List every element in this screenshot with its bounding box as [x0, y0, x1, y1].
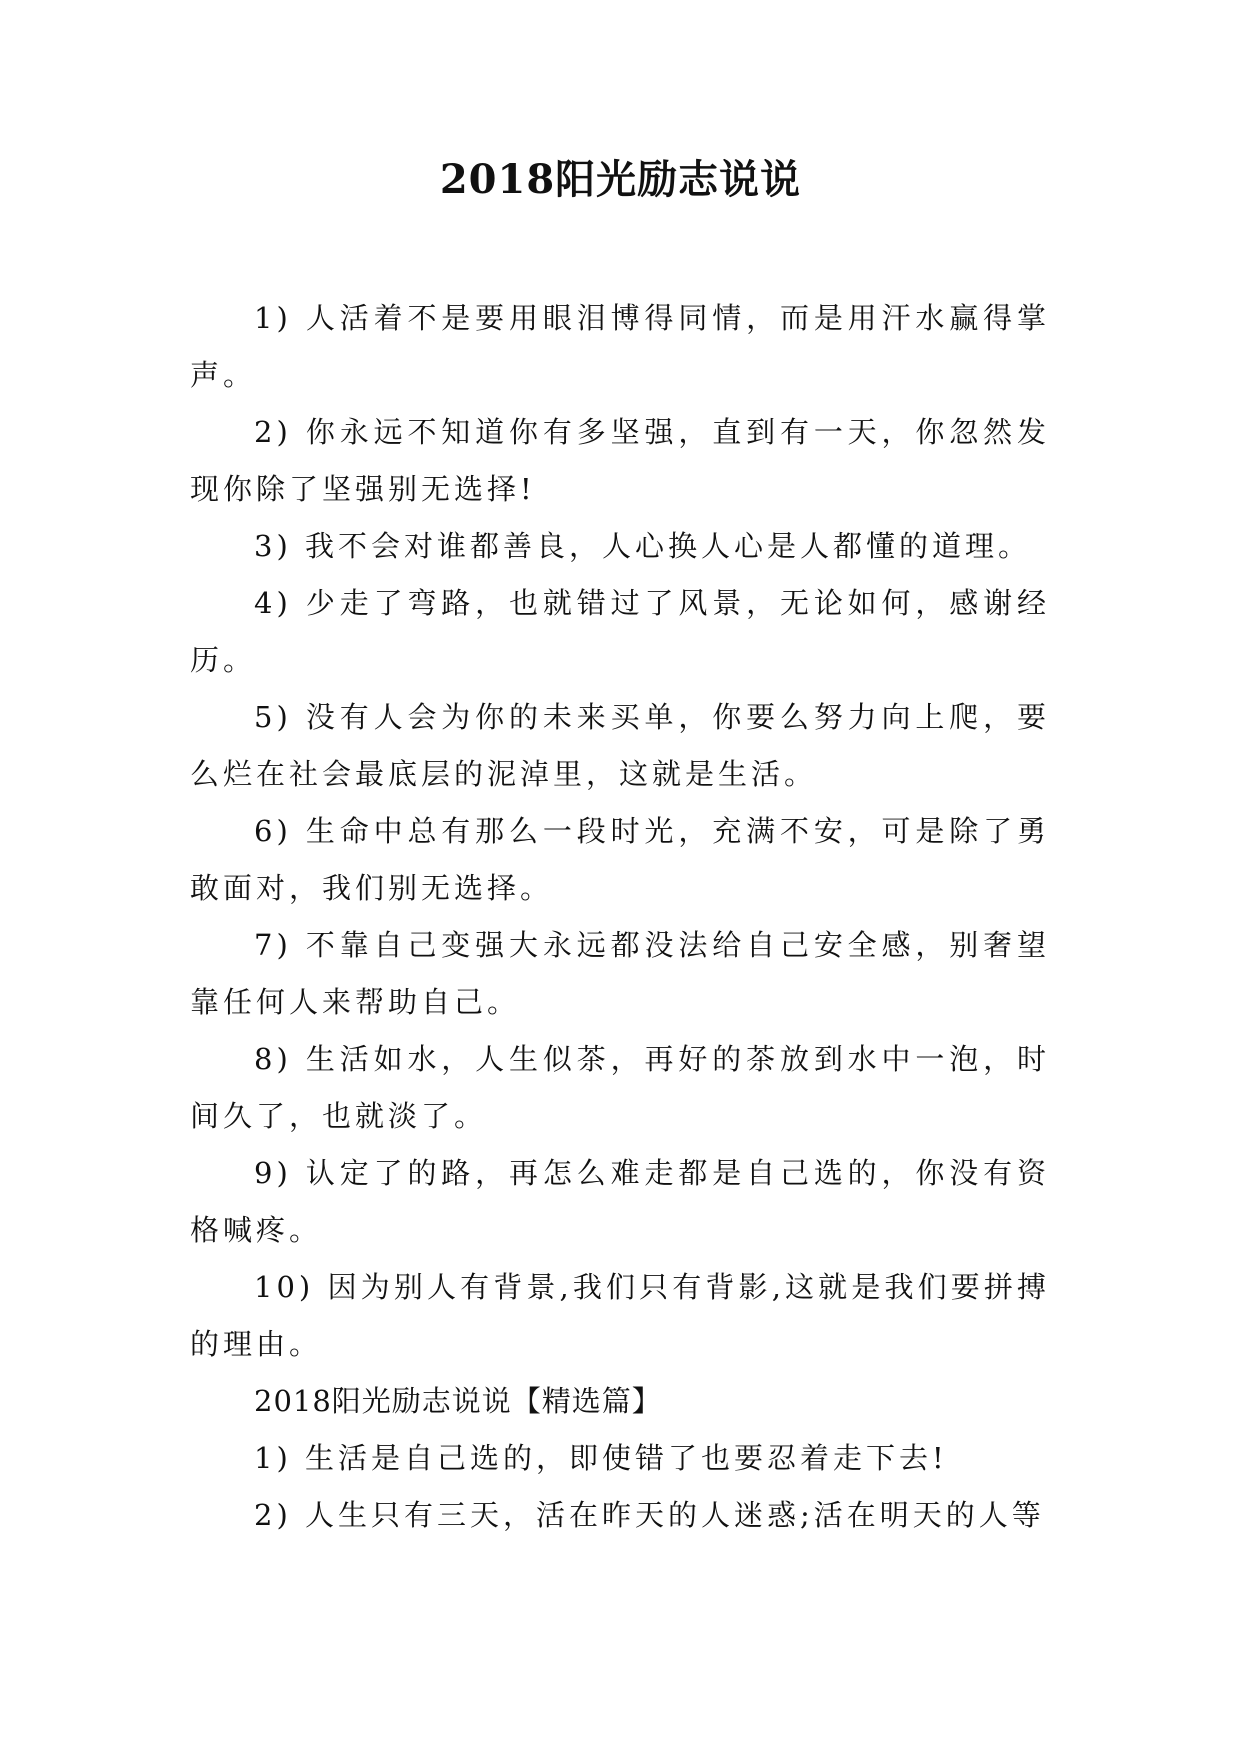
paragraph-7: 7) 不靠自己变强大永远都没法给自己安全感，别奢望靠任何人来帮助自己。 — [190, 928, 1050, 1019]
paragraph-4: 4) 少走了弯路，也就错过了风景，无论如何，感谢经历。 — [190, 586, 1050, 677]
paragraph-8: 8) 生活如水，人生似茶，再好的茶放到水中一泡，时间久了，也就淡了。 — [190, 1042, 1050, 1133]
paragraph-10: 10) 因为别人有背景,我们只有背影,这就是我们要拼搏的理由。 — [190, 1270, 1050, 1361]
document-body — [190, 290, 1050, 1544]
paragraph-9: 9) 认定了的路，再怎么难走都是自己选的，你没有资格喊疼。 — [190, 1156, 1050, 1247]
paragraph-11: 1) 生活是自己选的，即使错了也要忍着走下去! — [254, 1441, 948, 1475]
paragraph-12: 2) 人生只有三天，活在昨天的人迷惑;活在明天的人等 — [254, 1498, 1045, 1532]
paragraph-2: 2) 你永远不知道你有多坚强，直到有一天，你忽然发现你除了坚强别无选择! — [190, 415, 1050, 506]
section-heading: 2018阳光励志说说【精选篇】 — [254, 1384, 662, 1418]
paragraph-5: 5) 没有人会为你的未来买单，你要么努力向上爬，要么烂在社会最底层的泥淖里，这就是生活。 — [190, 700, 1050, 791]
paragraph-6: 6) 生命中总有那么一段时光，充满不安，可是除了勇敢面对，我们别无选择。 — [190, 814, 1050, 905]
paragraph-3: 3) 我不会对谁都善良，人心换人心是人都懂的道理。 — [254, 529, 1031, 563]
document-title: 2018阳光励志说说 — [439, 156, 802, 203]
paragraph-1: 1) 人活着不是要用眼泪博得同情，而是用汗水赢得掌声。 — [190, 301, 1050, 392]
